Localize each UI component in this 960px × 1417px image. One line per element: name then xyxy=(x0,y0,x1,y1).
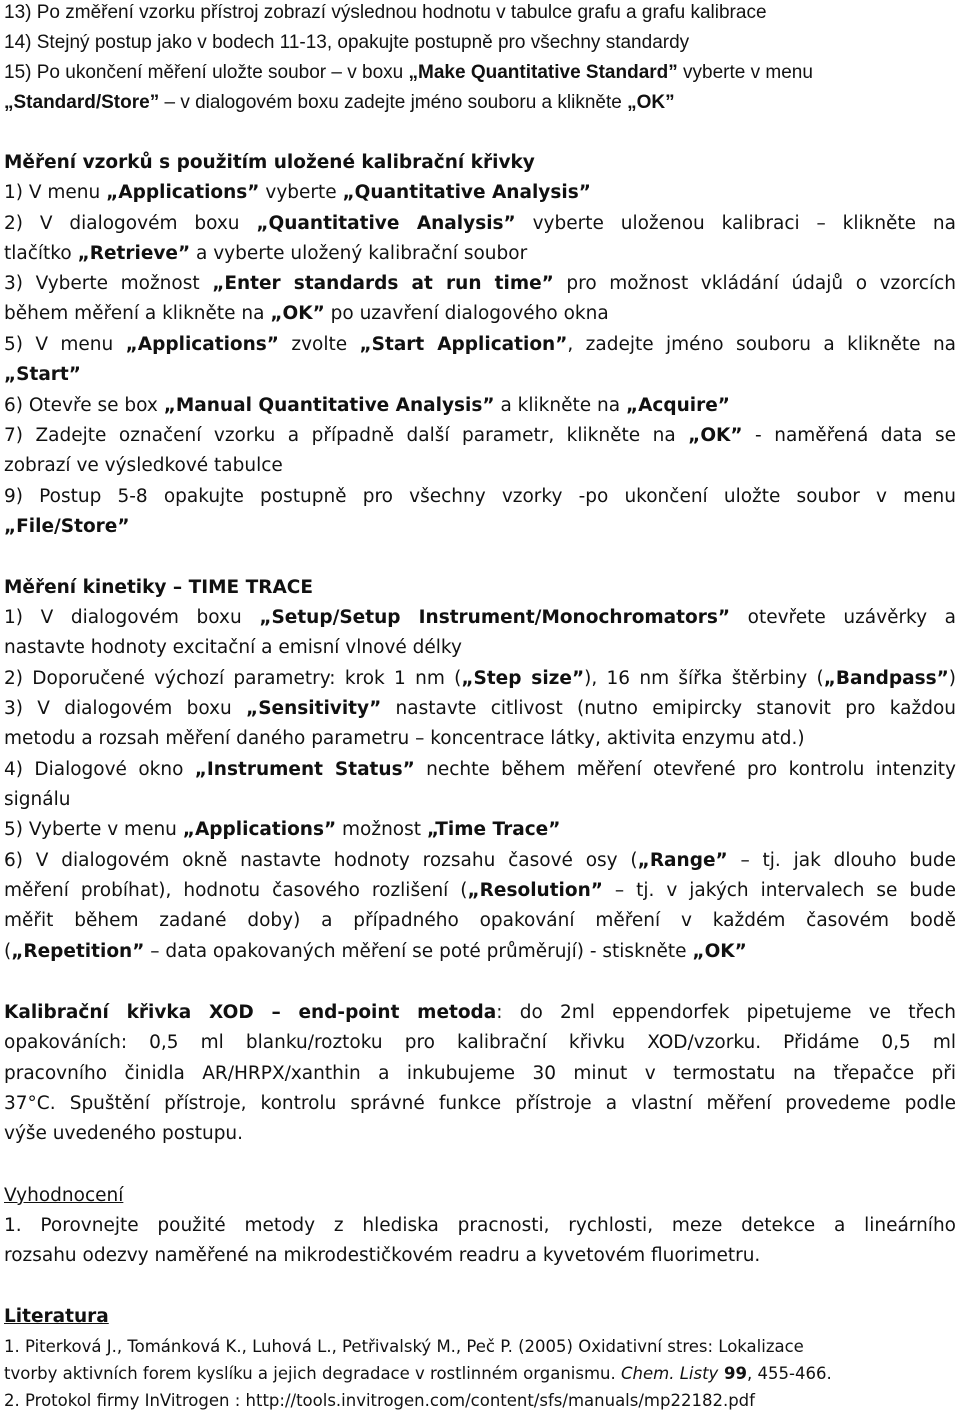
text: nastavte citlivost (nutno emipircky stanovit pro každou xyxy=(381,698,956,719)
kinetics-line-6 xyxy=(4,755,956,785)
text: 6) V dialogovém okně nastavte hodnoty rozsahu časové osy ( xyxy=(4,850,638,871)
text: 2. Protokol firmy InVitrogen : http://tools.invitrogen.com/content/sfs/manuals/mp22182.pdf xyxy=(4,1391,755,1410)
range-term: „Range” xyxy=(637,850,728,871)
kinetics-line-8 xyxy=(4,815,956,845)
step-14-text: 14) Stejný postup jako v bodech 11-13, opakujte postupně pro všechny standardy xyxy=(4,32,690,53)
kinetics-line-10 xyxy=(4,876,956,906)
retrieve-term: „Retrieve” xyxy=(77,243,191,264)
xod-line-3 xyxy=(4,1059,956,1089)
text: 6) Otevře se box xyxy=(4,395,164,416)
step-15-text: 15) Po ukončení měření uložte soubor – v boxu xyxy=(4,62,409,83)
text: vyberte xyxy=(259,182,343,203)
xod-line-1 xyxy=(4,998,956,1028)
text: opakováních: 0,5 ml blanku/roztoku pro kalibrační křivku XOD/vzorku. Přidáme 0,5 ml xyxy=(4,1032,956,1053)
kinetics-line-12 xyxy=(4,937,956,967)
xod-line-2 xyxy=(4,1028,956,1058)
calibration-line-11 xyxy=(4,482,956,512)
manual-quantitative-analysis-term: „Manual Quantitative Analysis” xyxy=(163,395,495,416)
calibration-line-7 xyxy=(4,360,956,390)
text: nechte během měření otevřené pro kontrolu intenzity xyxy=(414,759,956,780)
text: tlačítko xyxy=(4,243,78,264)
calibration-heading-text: Měření vzorků s použitím uložené kalibrační křivky xyxy=(4,152,535,173)
text: 5) Vyberte v menu xyxy=(4,819,183,840)
acquire-term: „Acquire” xyxy=(625,395,730,416)
calibration-line-10 xyxy=(4,451,956,481)
text: měřit během zadané doby) a případného opakování měření v každém časovém bodě xyxy=(4,910,956,931)
standard-store-term: „Standard/Store” xyxy=(4,92,160,113)
evaluation-heading xyxy=(4,1181,956,1211)
xod-line-5 xyxy=(4,1119,956,1149)
calibration-line-9 xyxy=(4,421,956,451)
text: - naměřená data se xyxy=(742,425,956,446)
step-15-cont xyxy=(4,88,956,118)
text: , 455-466. xyxy=(747,1364,832,1383)
text: – tj. v jakých intervalech se bude xyxy=(602,880,956,901)
text: a vyberte uložený kalibrační soubor xyxy=(190,243,528,264)
applications-term: „Applications” xyxy=(125,334,279,355)
step-13-text: 13) Po změření vzorku přístroj zobrazí výslednou hodnotu v tabulce grafu a grafu kalibrace xyxy=(4,2,767,23)
kinetics-line-7 xyxy=(4,785,956,815)
kinetics-line-9 xyxy=(4,846,956,876)
text: výše uvedeného postupu. xyxy=(4,1123,244,1144)
calibration-line-12 xyxy=(4,512,956,542)
quantitative-analysis-term: „Quantitative Analysis” xyxy=(342,182,591,203)
calibration-line-1 xyxy=(4,178,956,208)
enter-standards-term: „Enter standards at run time” xyxy=(212,273,554,294)
step-15-text-2: vyberte v menu xyxy=(677,62,813,83)
text: 5) V menu xyxy=(4,334,126,355)
instrument-status-term: „Instrument Status” xyxy=(194,759,415,780)
text: tvorby aktivních forem kyslíku a jejich degradace v rostlinném organismu. xyxy=(4,1364,621,1383)
make-quantitative-standard-term: „Make Quantitative Standard” xyxy=(408,62,678,83)
kinetics-line-1 xyxy=(4,603,956,633)
text: 7) Zadejte označení vzorku a případně další parametr, klikněte na xyxy=(4,425,689,446)
ok-term: „OK” xyxy=(270,303,325,324)
text: metodu a rozsah měření daného parametru – koncentrace látky, aktivita enzymu atd.) xyxy=(4,728,805,749)
calibration-heading xyxy=(4,148,956,178)
sensitivity-term: „Sensitivity” xyxy=(246,698,382,719)
text: během měření a klikněte na xyxy=(4,303,271,324)
repetition-term: „Repetition” xyxy=(11,941,145,962)
text: pro možnost vkládání údajů o vzorcích xyxy=(553,273,956,294)
quantitative-analysis-term: „Quantitative Analysis” xyxy=(256,213,516,234)
setup-instrument-term: „Setup/Setup Instrument/Monochromators” xyxy=(259,607,731,628)
text: měření probíhat), hodnotu časového rozlišení ( xyxy=(4,880,468,901)
text: , zadejte jméno souboru a klikněte na xyxy=(567,334,957,355)
calibration-line-2 xyxy=(4,209,956,239)
text: zvolte xyxy=(278,334,360,355)
ok-term: „OK” xyxy=(692,941,747,962)
bandpass-term: „Bandpass” xyxy=(823,668,949,689)
start-application-term: „Start Application” xyxy=(359,334,568,355)
text: vyberte uloženou kalibraci – klikněte na xyxy=(515,213,956,234)
evaluation-heading-text: Vyhodnocení xyxy=(4,1185,124,1206)
literature-heading-text: Literatura xyxy=(4,1306,109,1327)
text: 3) Vyberte možnost xyxy=(4,273,213,294)
text: signálu xyxy=(4,789,71,810)
step-15 xyxy=(4,58,956,88)
text: možnost xyxy=(336,819,427,840)
text: 9) Postup 5-8 opakujte postupně pro všechny vzorky -po ukončení uložte soubor v menu xyxy=(4,486,956,507)
kinetics-line-4 xyxy=(4,694,956,724)
applications-term: „Applications” xyxy=(106,182,260,203)
xod-title: Kalibrační křivka XOD – end-point metoda xyxy=(4,1002,497,1023)
text: 2) Doporučené výchozí parametry: krok 1 nm ( xyxy=(4,668,462,689)
calibration-line-3 xyxy=(4,239,956,269)
ok-term: „OK” xyxy=(627,92,675,113)
journal-volume: 99 xyxy=(718,1364,748,1383)
text: – tj. jak dlouho bude xyxy=(727,850,957,871)
kinetics-line-5 xyxy=(4,724,956,754)
file-store-term: „File/Store” xyxy=(4,516,130,537)
text: a klikněte na xyxy=(494,395,626,416)
text: 1) V dialogovém boxu xyxy=(4,607,260,628)
xod-line-4 xyxy=(4,1089,956,1119)
text: zobrazí ve výsledkové tabulce xyxy=(4,455,283,476)
reference-2 xyxy=(4,1388,956,1414)
text: pracovního činidla AR/HRPX/xanthin a inkubujeme 30 minut v termostatu na třepačce při xyxy=(4,1063,956,1084)
text: rozsahu odezvy naměřené na mikrodestičkovém readru a kyvetovém fluorimetru. xyxy=(4,1245,761,1266)
text: : do 2ml eppendorfek pipetujeme ve třech xyxy=(496,1002,957,1023)
text: 1. Porovnejte použité metody z hlediska pracnosti, rychlosti, meze detekce a lineárního xyxy=(4,1215,956,1236)
resolution-term: „Resolution” xyxy=(467,880,603,901)
step-15-text-3: – v dialogovém boxu zadejte jméno souboru a klikněte xyxy=(159,92,628,113)
calibration-line-4 xyxy=(4,269,956,299)
text: 37°C. Spuštění přístroje, kontrolu správné funkce přístroje a vlastní měření provedeme podle xyxy=(4,1093,956,1114)
start-term: „Start” xyxy=(4,364,81,385)
evaluation-line-2 xyxy=(4,1241,956,1271)
applications-term: „Applications” xyxy=(182,819,337,840)
evaluation-line-1 xyxy=(4,1211,956,1241)
kinetics-heading xyxy=(4,573,956,603)
kinetics-heading-text: Měření kinetiky – TIME TRACE xyxy=(4,577,314,598)
kinetics-line-2 xyxy=(4,633,956,663)
text: 1. Piterková J., Tománková K., Luhová L., Petřivalský M., Peč P. (2005) Oxidativní stres: Lokalizace xyxy=(4,1337,804,1356)
kinetics-line-3 xyxy=(4,664,956,694)
reference-1-cont xyxy=(4,1361,956,1387)
text: ( xyxy=(4,941,12,962)
text: otevřete uzávěrky a xyxy=(730,607,956,628)
calibration-line-8 xyxy=(4,391,956,421)
calibration-line-6 xyxy=(4,330,956,360)
reference-1 xyxy=(4,1334,956,1360)
step-13 xyxy=(4,0,956,28)
text: po uzavření dialogového okna xyxy=(324,303,609,324)
time-trace-term: „Time Trace” xyxy=(426,819,561,840)
text: 4) Dialogové okno xyxy=(4,759,195,780)
text: 1) V menu xyxy=(4,182,107,203)
text: 2) V dialogovém boxu xyxy=(4,213,257,234)
journal-name: Chem. Listy xyxy=(621,1364,719,1383)
ok-term: „OK” xyxy=(688,425,743,446)
kinetics-line-11 xyxy=(4,906,956,936)
text: 3) V dialogovém boxu xyxy=(4,698,247,719)
step-size-term: „Step size” xyxy=(461,668,585,689)
literature-heading xyxy=(4,1302,956,1332)
text: – data opakovaných měření se poté průměrují) - stiskněte xyxy=(144,941,693,962)
text: ) xyxy=(948,668,956,689)
text: ), 16 nm šířka štěrbiny ( xyxy=(584,668,824,689)
step-14 xyxy=(4,28,956,58)
calibration-line-5 xyxy=(4,299,956,329)
text: nastavte hodnoty excitační a emisní vlnové délky xyxy=(4,637,462,658)
